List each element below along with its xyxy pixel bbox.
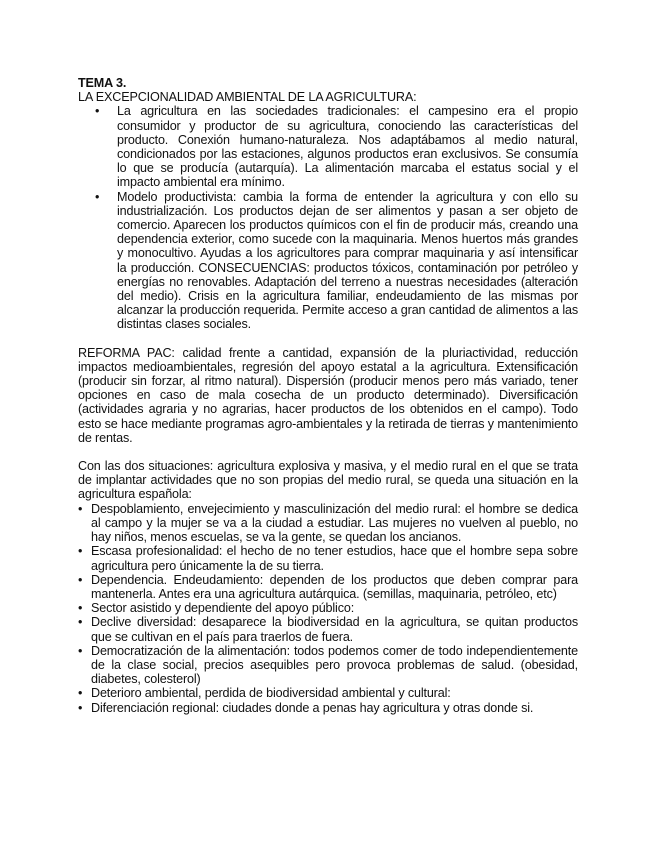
- list-item-text: Modelo productivista: cambia la forma de entender la agricultura y con ello su industrialización. Los productos dejan de ser alimentos y pasan a ser objeto de comercio. Aparecen los productos químicos con el fin de producir más, creando una dependencia exterior, como sucede con la maquinaria. Menos huertos más grandes y monocultivo. Ayudas a los agricultores para comprar maquinaria y así intensificar la producción. CONSECUENCIAS: productos tóxicos, contaminación por petróleo y energías no renovables. Adaptación del terreno a nuestras necesidades (alteración del medio). Crisis en la agricultura familiar, endeudamiento de las mismas por alcanzar la producción requerida. Permite acceso a gran cantidad de alimentos a las distintas clases sociales.: [117, 189, 578, 332]
- document-page: [78, 76, 578, 715]
- list-item-text: Declive diversidad: desaparece la biodiversidad en la agricultura, se quitan productos que se cultivan en el país para traerlos de fuera.: [91, 615, 578, 644]
- list-item-text: Diferenciación regional: ciudades donde a penas hay agricultura y otras donde si.: [91, 700, 534, 715]
- bullet-icon: •: [78, 572, 83, 587]
- list-item: [78, 502, 578, 545]
- bullet-icon: •: [78, 686, 83, 701]
- intro-list: [78, 104, 578, 331]
- situaciones-paragraph: Con las dos situaciones: agricultura explosiva y masiva, y el medio rural en el que se trata de implantar actividades que no son propias del medio rural, se queda una situación en la agricultura española:: [78, 459, 578, 502]
- bullet-icon: •: [78, 615, 83, 630]
- reforma-pac-paragraph: REFORMA PAC: calidad frente a cantidad, expansión de la pluriactividad, reducción impactos medioambientales, regresión del apoyo estatal a la agricultura. Extensificación (producir sin forzar, al ritmo natural). Dispersión (producir menos pero más variado, tener opciones en caso de mala cosecha de un producto determinado). Diversificación (actividades agraria y no agrarias, hacer productos de los obtenidos en el campo). Todo esto se hace mediante programas agro-ambientales y la retirada de tierras y mantenimiento de rentas.: [78, 345, 578, 445]
- list-item-text: Sector asistido y dependiente del apoyo público:: [91, 601, 355, 616]
- list-item: [78, 573, 578, 601]
- bullet-icon: •: [78, 501, 83, 516]
- list-item: [78, 701, 578, 715]
- bullet-icon: •: [78, 643, 83, 658]
- list-item: [78, 644, 578, 687]
- list-item-text: Democratización de la alimentación: todos podemos comer de todo independientemente de la clase social, precios asequibles pero provoca problemas de salud. (obesidad, diabetes, colesterol): [91, 643, 578, 687]
- list-item: [78, 615, 578, 643]
- list-item: [78, 190, 578, 332]
- list-item-text: Deterioro ambiental, perdida de biodiversidad ambiental y cultural:: [91, 686, 451, 701]
- situaciones-list: [78, 502, 578, 715]
- bullet-icon: •: [95, 104, 100, 119]
- list-item-text: La agricultura en las sociedades tradicionales: el campesino era el propio consumidor y productor de su agricultura, conociendo las características del producto. Conexión humano-naturaleza. Nos adaptábamos al medio natural, condicionados por las estaciones, algunos productos eran exclusivos. Se consumía lo que se producía (autarquía). La alimentación marcaba el estatus social y el impacto ambiental era mínimo.: [117, 104, 578, 190]
- list-item: [78, 104, 578, 189]
- document-title: TEMA 3.: [78, 76, 127, 90]
- list-item-text: Escasa profesionalidad: el hecho de no tener estudios, hace que el hombre sepa sobre agricultura pero únicamente la de su tierra.: [91, 544, 578, 573]
- bullet-icon: •: [78, 700, 83, 715]
- bullet-icon: •: [78, 601, 83, 616]
- bullet-icon: •: [95, 189, 100, 204]
- list-item-text: Dependencia. Endeudamiento: dependen de los productos que deben comprar para mantenerla. Antes era una agricultura autárquica. (semillas, maquinaria, petróleo, etc): [91, 572, 578, 601]
- list-item: [78, 601, 578, 615]
- bullet-icon: •: [78, 544, 83, 559]
- list-item-text: Despoblamiento, envejecimiento y masculinización del medio rural: el hombre se dedica al campo y la mujer se va a la ciudad a estudiar. Las mujeres no vuelven al pueblo, no hay niños, menos escuelas, se va la gente, se quedan los ancianos.: [91, 501, 578, 545]
- list-item: [78, 686, 578, 700]
- section-heading: LA EXCEPCIONALIDAD AMBIENTAL DE LA AGRICULTURA:: [78, 90, 417, 105]
- list-item: [78, 544, 578, 572]
